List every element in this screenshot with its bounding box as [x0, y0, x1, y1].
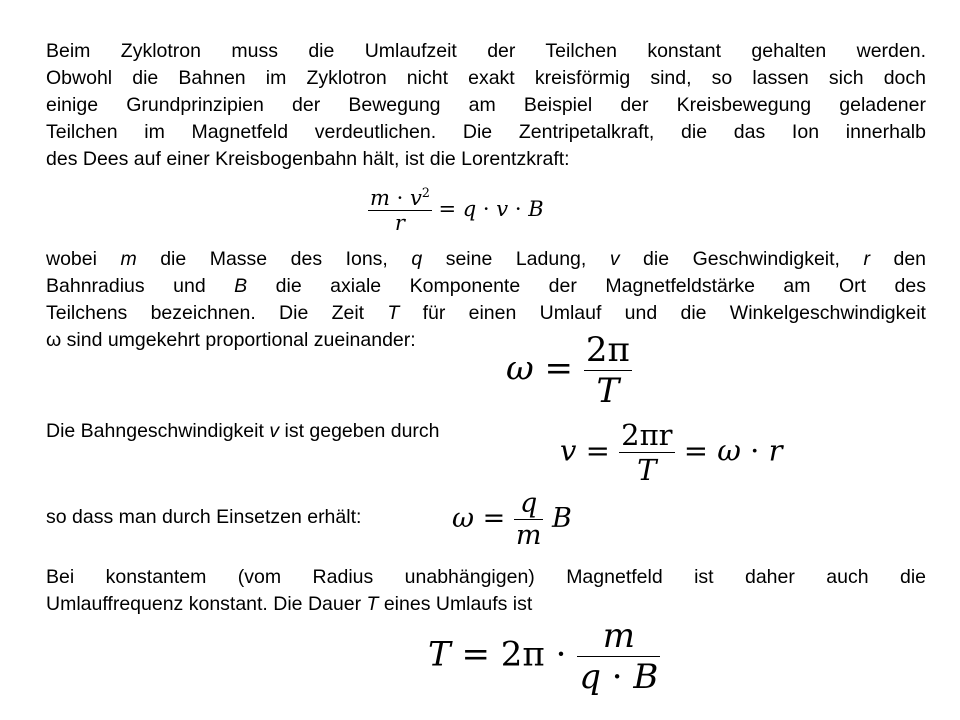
definitions-line-1: wobei m die Masse des Ions, q seine Ladung, v die Geschwindigkeit, r den	[46, 248, 927, 270]
orbital-velocity-sentence: Die Bahngeschwindigkeit v ist gegeben durch	[46, 420, 440, 442]
orbital-velocity-equation: v = $\frac{2\pi r}{T}$ = ω · r	[560, 418, 783, 487]
definitions-line-2: Bahnradius und B die axiale Komponente der Magnetfeldstärke am Ort des	[46, 275, 926, 297]
definitions-line-4: ω sind umgekehrt proportional zueinander:	[46, 329, 416, 351]
cyclotron-frequency-equation: ω = $\frac{q}{m}$ B	[452, 488, 572, 551]
constant-frequency-line-2: Umlauffrequenz konstant. Die Dauer T eines Umlaufs ist	[46, 593, 533, 615]
period-equation: T = 2π · $\frac{m}{q \cdot B}$	[428, 616, 659, 697]
lorentz-fraction: $\frac{m \cdot v^2}{r}$	[370, 185, 430, 235]
lorentz-equation: $\frac{m \cdot v^2}{r}$ = q · v · B	[370, 185, 544, 235]
definitions-line-3: Teilchens bezeichnen. Die Zeit T für einen Umlauf und die Winkelgeschwindigkeit	[46, 302, 926, 324]
intro-line-2: Obwohl die Bahnen im Zyklotron nicht exakt kreisförmig sind, so lassen sich doch	[46, 67, 926, 89]
intro-line-5: des Dees auf einer Kreisbogenbahn hält, ist die Lorentzkraft:	[46, 148, 570, 170]
intro-line-1: Beim Zyklotron muss die Umlaufzeit der Teilchen konstant gehalten werden.	[46, 40, 926, 62]
intro-line-3: einige Grundprinzipien der Bewegung am Beispiel der Kreisbewegung geladener	[46, 94, 926, 116]
intro-line-4: Teilchen im Magnetfeld verdeutlichen. Die Zentripetalkraft, die das Ion innerhalb	[46, 121, 926, 143]
intro-paragraph	[46, 38, 926, 173]
constant-frequency-line-1: Bei konstantem (vom Radius unabhängigen) Magnetfeld ist daher auch die	[46, 566, 926, 588]
substitution-sentence: so dass man durch Einsetzen erhält:	[46, 506, 362, 528]
angular-velocity-equation: ω = $\frac{2\pi}{T}$	[506, 330, 630, 411]
constant-frequency-paragraph	[46, 564, 926, 618]
definitions-paragraph	[46, 246, 926, 354]
